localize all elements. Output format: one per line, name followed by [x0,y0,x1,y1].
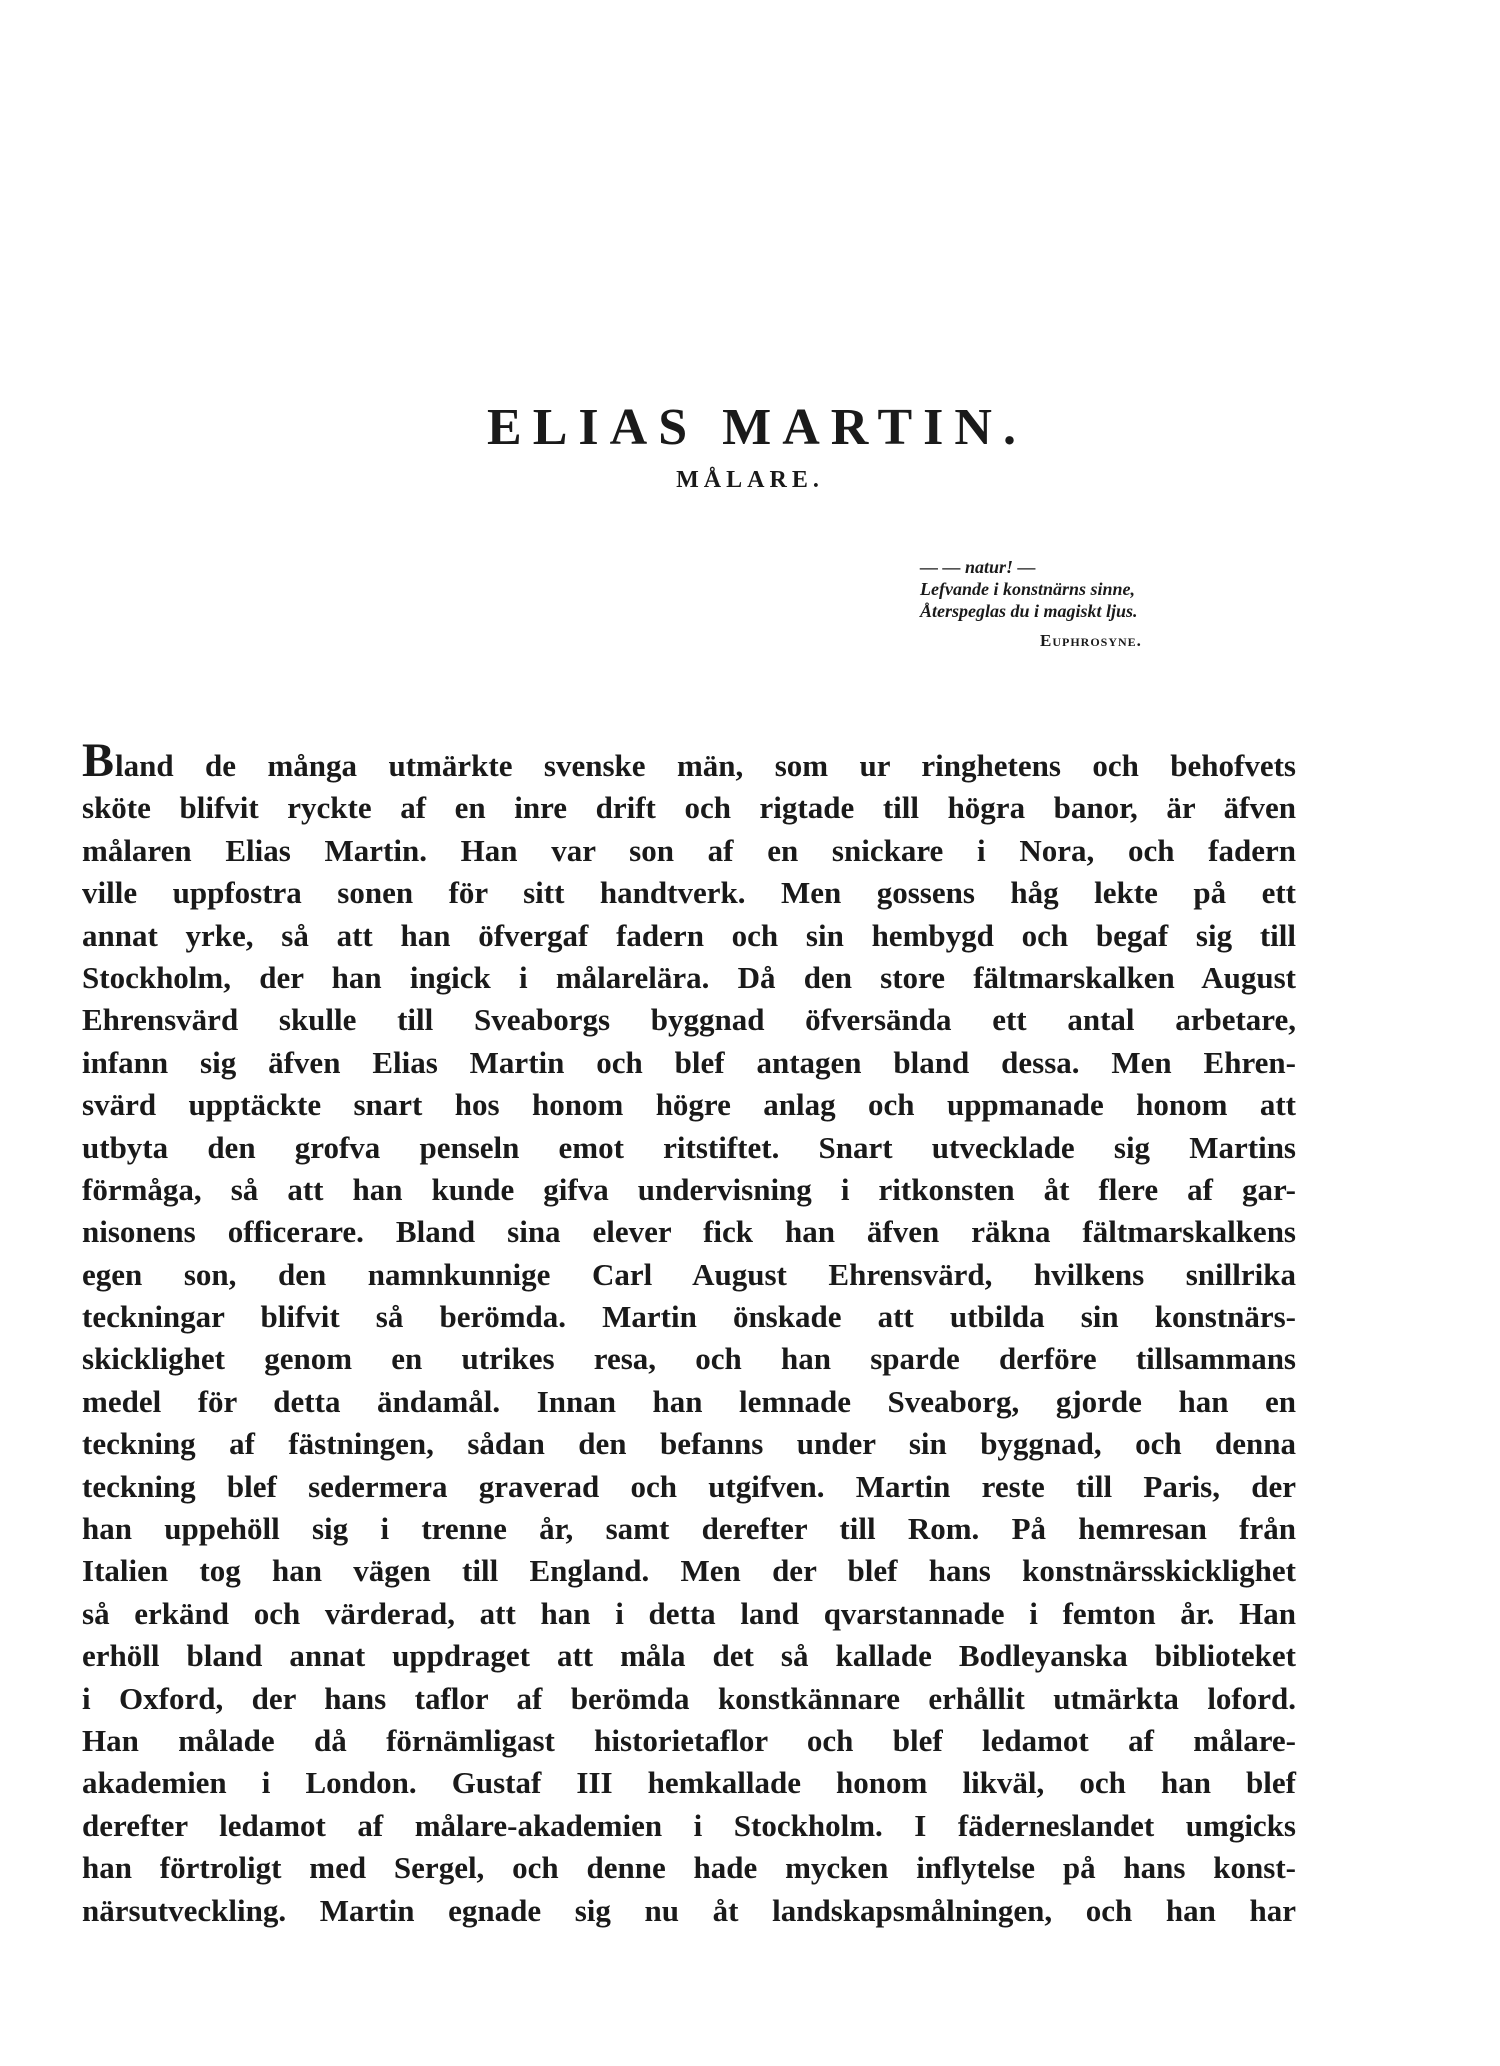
epigraph-line: Lefvande i konstnärns sinne, [920,579,1136,599]
drop-cap: B [82,734,115,787]
epigraph-line: Återspeglas du i magiskt ljus. [920,601,1138,621]
text-line: han förtroligt med Sergel, och denne hade mycken inflytelse på hans konst- [82,1850,1296,1886]
text-line: Italien tog han vägen till England. Men der blef hans konstnärsskicklighet [82,1553,1296,1589]
text-line: derefter ledamot af målare-akademien i Stockholm. I fäderneslandet umgicks [82,1807,1296,1843]
text-line: målaren Elias Martin. Han var son af en snickare i Nora, och fadern [82,832,1296,868]
text-line: han uppehöll sig i trenne år, samt derefter till Rom. På hemresan från [82,1511,1296,1547]
text-line: sköte blifvit ryckte af en inre drift och rigtade till högra banor, är äfven [82,790,1296,826]
epigraph [920,556,1350,652]
text-line: medel för detta ändamål. Innan han lemnade Sveaborg, gjorde han en [82,1383,1296,1419]
text-line: nisonens officerare. Bland sina elever fick han äfven räkna fältmarskalkens [82,1214,1296,1250]
epigraph-source: Euphrosyne. [1040,631,1142,650]
text-line: Han målade då förnämligast historietaflor och blef ledamot af målare- [82,1722,1296,1758]
text-line: erhöll bland annat uppdraget att måla det så kallade Bodleyanska biblioteket [82,1638,1296,1674]
text-line: utbyta den grofva penseln emot ritstiftet. Snart utvecklade sig Martins [82,1129,1296,1165]
body-text [82,734,1296,1932]
text-line-1 [82,734,1296,787]
text-line: Stockholm, der han ingick i målarelära. Då den store fältmarskalken August [82,959,1296,995]
text-line: akademien i London. Gustaf III hemkallade honom likväl, och han blef [82,1765,1296,1801]
text-line: teckningar blifvit så berömda. Martin önskade att utbilda sin konstnärs- [82,1299,1296,1335]
epigraph-line: — — natur! — [920,557,1036,577]
page-title: ELIAS MARTIN. [487,399,1027,456]
text-line: så erkänd och värderad, att han i detta land qvarstannade i femton år. Han [82,1595,1296,1631]
first-line-text: land de många utmärkte svenske män, som ur ringhetens och behofvets [115,748,1296,783]
text-line: teckning blef sedermera graverad och utgifven. Martin reste till Paris, der [82,1468,1296,1504]
text-line: svärd upptäckte snart hos honom högre anlag och uppmanade honom att [82,1087,1296,1123]
text-line: skicklighet genom en utrikes resa, och han sparde derföre tillsammans [82,1341,1296,1377]
page-subtitle: MÅLARE. [676,467,824,493]
text-line: förmåga, så att han kunde gifva undervisning i ritkonsten åt flere af gar- [82,1171,1296,1207]
text-line: ville uppfostra sonen för sitt handtverk. Men gossens håg lekte på ett [82,875,1296,911]
text-line: Ehrensvärd skulle till Sveaborgs byggnad öfversända ett antal arbetare, [82,1002,1296,1038]
text-line: närsutveckling. Martin egnade sig nu åt landskapsmålningen, och han har [82,1892,1296,1928]
text-line: infann sig äfven Elias Martin och blef antagen bland dessa. Men Ehren- [82,1044,1296,1080]
text-line: egen son, den namnkunnige Carl August Ehrensvärd, hvilkens snillrika [82,1256,1296,1292]
text-line: teckning af fästningen, sådan den befanns under sin byggnad, och denna [82,1426,1296,1462]
text-line: annat yrke, så att han öfvergaf fadern och sin hembygd och begaf sig till [82,917,1296,953]
text-line: i Oxford, der hans taflor af berömda konstkännare erhållit utmärkta loford. [82,1680,1296,1716]
